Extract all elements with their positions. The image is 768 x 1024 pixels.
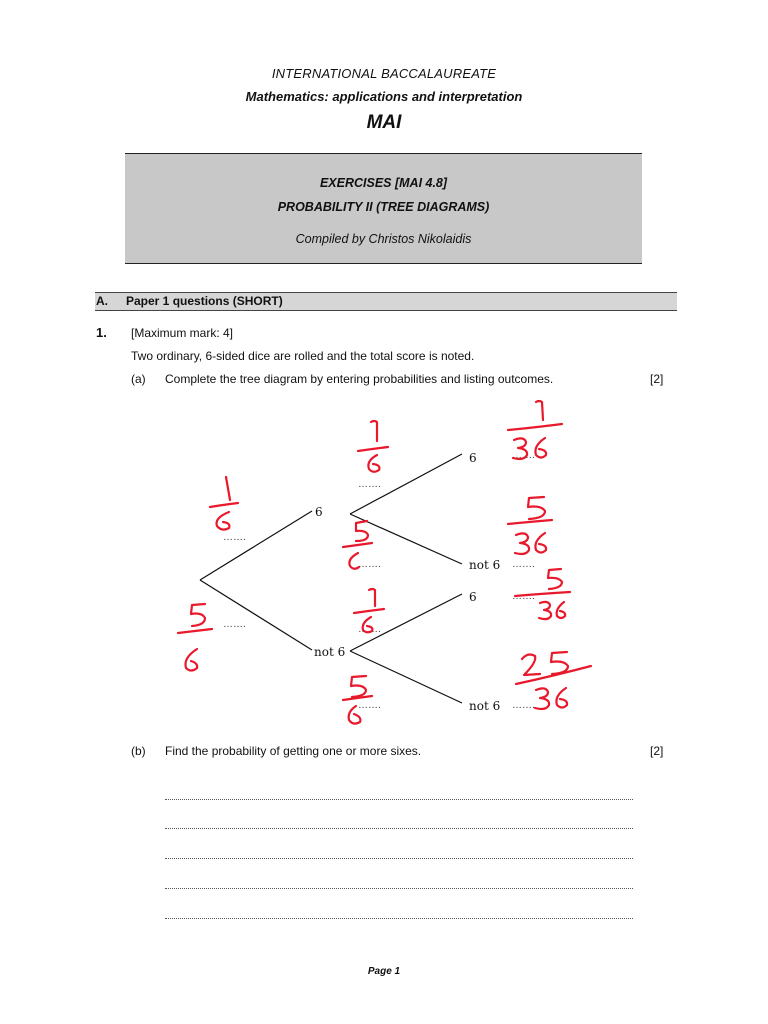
node-level1-not-six: not 6 <box>314 645 346 659</box>
answer-line[interactable] <box>165 799 633 800</box>
blank-second-six-top: ……. <box>358 479 381 490</box>
part-a-label: (a) <box>131 372 146 386</box>
section-letter: A. <box>96 294 108 308</box>
node-level2-six-bottom: 6 <box>469 590 477 604</box>
course-code: MAI <box>366 112 402 133</box>
handwritten-first-six <box>210 477 238 530</box>
exercises-title: EXERCISES [MAI 4.8] <box>319 176 448 190</box>
part-b-label: (b) <box>131 744 146 758</box>
tree-branches <box>200 454 462 703</box>
node-level1-six: 6 <box>315 505 323 519</box>
question-number: 1. <box>96 325 107 340</box>
institution-name: INTERNATIONAL BACCALAUREATE <box>271 66 497 81</box>
blank-first-six: ……. <box>223 532 246 543</box>
part-b-marks: [2] <box>650 744 664 758</box>
blank-outcome-1: ……. <box>512 450 535 461</box>
handwritten-outcome-2 <box>508 497 552 554</box>
node-level2-six-top: 6 <box>469 451 477 465</box>
blank-outcome-3: ……. <box>512 591 535 602</box>
branch-first-not-six <box>200 580 312 650</box>
blank-second-not-six-bottom: ……. <box>358 700 381 711</box>
answer-line[interactable] <box>165 828 633 829</box>
part-a-text: Complete the tree diagram by entering probabilities and listing outcomes. <box>165 372 554 386</box>
blank-first-not-six: ……. <box>223 619 246 630</box>
answer-line[interactable] <box>165 858 633 859</box>
branch-second-not-six-bottom <box>350 651 462 703</box>
author-credit: Compiled by Christos Nikolaidis <box>295 232 472 246</box>
part-b-text: Find the probability of getting one or more sixes. <box>165 744 422 758</box>
handwritten-first-not-six <box>178 604 212 671</box>
branch-second-six-bottom <box>350 594 462 651</box>
part-a-marks: [2] <box>650 372 664 386</box>
blank-outcome-2: ……. <box>512 559 535 570</box>
handwritten-second-six-top <box>358 421 388 472</box>
blank-outcome-4: ……. <box>512 700 535 711</box>
topic-title: PROBABILITY II (TREE DIAGRAMS) <box>277 200 490 214</box>
node-level2-not-six-bottom: not 6 <box>469 699 501 713</box>
course-name: Mathematics: applications and interpretation <box>245 89 523 104</box>
page-number: Page 1 <box>367 966 401 977</box>
blank-second-not-six-top: ……. <box>358 559 381 570</box>
question-stem: Two ordinary, 6-sided dice are rolled and the total score is noted. <box>131 349 475 363</box>
max-mark: [Maximum mark: 4] <box>131 326 234 340</box>
node-level2-not-six-top: not 6 <box>469 558 501 572</box>
section-title: Paper 1 questions (SHORT) <box>126 294 283 308</box>
answer-line[interactable] <box>165 888 633 889</box>
blank-second-six-bottom: ……. <box>358 624 381 635</box>
answer-line[interactable] <box>165 918 633 919</box>
